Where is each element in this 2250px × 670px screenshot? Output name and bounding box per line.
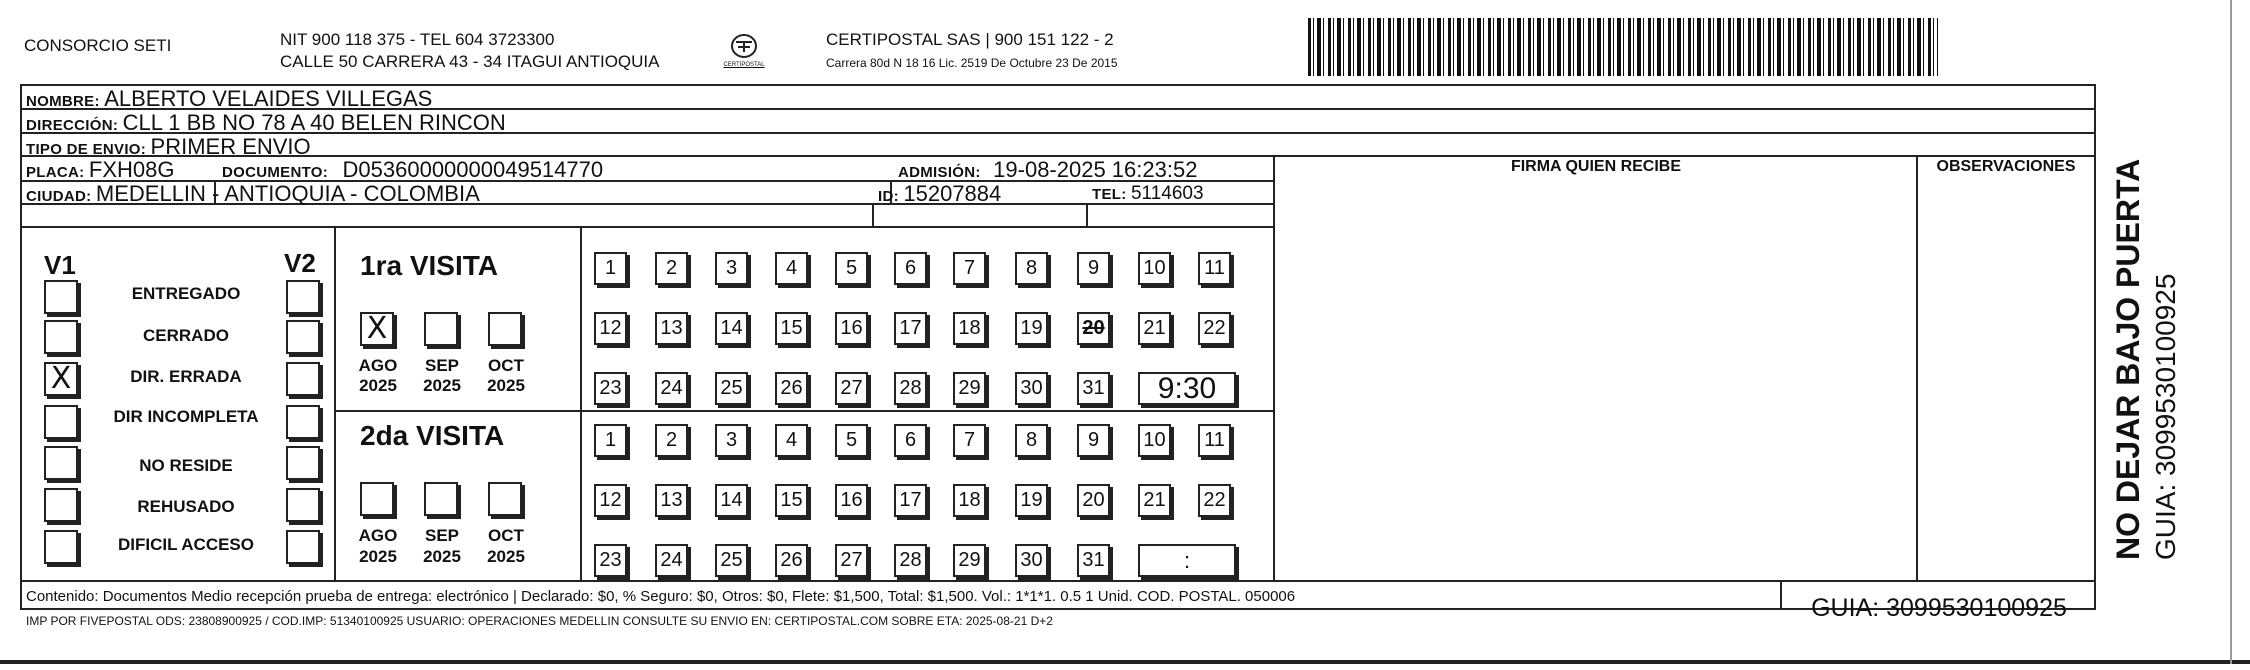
day-box[interactable]: 26 bbox=[775, 544, 808, 577]
day-box[interactable]: 13 bbox=[655, 484, 688, 517]
day-box[interactable]: 16 bbox=[835, 484, 868, 517]
side-text bbox=[2108, 60, 2228, 560]
month-checkbox[interactable] bbox=[360, 482, 394, 516]
company-name: CONSORCIO SETI bbox=[24, 36, 172, 55]
v2-label: V2 bbox=[284, 248, 316, 278]
day-box[interactable]: 11 bbox=[1198, 424, 1231, 457]
id-value: 15207884 bbox=[903, 181, 1002, 206]
month-label: OCT bbox=[488, 356, 524, 375]
day-box[interactable]: 7 bbox=[953, 252, 986, 285]
admision-label: ADMISIÓN: bbox=[898, 164, 981, 181]
documento-value: D05360000000049514770 bbox=[342, 157, 604, 182]
day-box[interactable]: 13 bbox=[655, 312, 688, 345]
time-box[interactable]: : bbox=[1138, 544, 1236, 577]
placa-label: PLACA: bbox=[26, 164, 85, 181]
side-warning: NO DEJAR BAJO PUERTA bbox=[2110, 158, 2146, 560]
status-label: REHUSADO bbox=[137, 497, 235, 516]
day-box[interactable]: 23 bbox=[594, 544, 627, 577]
observaciones-area[interactable] bbox=[1918, 182, 2094, 578]
barcode bbox=[1308, 18, 1938, 76]
day-box[interactable]: 11 bbox=[1198, 252, 1231, 285]
day-box[interactable]: 26 bbox=[775, 372, 808, 405]
v2-checkbox[interactable] bbox=[286, 362, 320, 396]
day-box[interactable]: 6 bbox=[894, 424, 927, 457]
v2-checkbox[interactable] bbox=[286, 446, 320, 480]
day-box[interactable]: 25 bbox=[715, 372, 748, 405]
license-line: Carrera 80d N 18 16 Lic. 2519 De Octubre 23 De 2015 bbox=[826, 56, 1118, 70]
day-box[interactable]: 23 bbox=[594, 372, 627, 405]
day-box[interactable]: 20 bbox=[1077, 484, 1110, 517]
day-box[interactable]: 12 bbox=[594, 312, 627, 345]
year-label: 2025 bbox=[487, 376, 525, 395]
status-label: CERRADO bbox=[143, 326, 229, 345]
v1-label: V1 bbox=[44, 250, 76, 280]
v1-checkbox[interactable] bbox=[44, 320, 78, 354]
footer-guia: GUIA: 3099530100925 bbox=[1811, 594, 2067, 622]
day-box[interactable]: 24 bbox=[655, 544, 688, 577]
day-box[interactable]: 8 bbox=[1015, 252, 1048, 285]
status-label: NO RESIDE bbox=[139, 456, 233, 475]
direccion-value: CLL 1 BB NO 78 A 40 BELEN RINCON bbox=[122, 110, 506, 135]
day-box[interactable]: 25 bbox=[715, 544, 748, 577]
status-label: DIR INCOMPLETA bbox=[113, 407, 259, 426]
day-box[interactable]: 10 bbox=[1138, 252, 1171, 285]
v1-checkbox[interactable] bbox=[44, 488, 78, 522]
day-box[interactable]: 21 bbox=[1138, 484, 1171, 517]
v2-checkbox[interactable] bbox=[286, 405, 320, 439]
direccion-row bbox=[26, 110, 506, 136]
month-label: SEP bbox=[424, 356, 460, 375]
observaciones-header: OBSERVACIONES bbox=[1936, 158, 2076, 175]
first-visit-title: 1ra VISITA bbox=[360, 250, 498, 281]
day-box[interactable]: 14 bbox=[715, 484, 748, 517]
year-label: 2025 bbox=[423, 547, 461, 566]
day-box[interactable]: 28 bbox=[894, 544, 927, 577]
ciudad-row bbox=[26, 181, 480, 207]
day-box[interactable]: 29 bbox=[953, 372, 986, 405]
day-box[interactable]: 6 bbox=[894, 252, 927, 285]
day-box[interactable]: 30 bbox=[1015, 544, 1048, 577]
logo-text: CERTIPOSTAL bbox=[723, 62, 765, 68]
day-box[interactable]: 4 bbox=[775, 252, 808, 285]
year-label: 2025 bbox=[423, 376, 461, 395]
v2-checkbox[interactable] bbox=[286, 488, 320, 522]
day-box[interactable]: 9 bbox=[1077, 252, 1110, 285]
day-box[interactable]: 22 bbox=[1198, 312, 1231, 345]
month-label: AGO bbox=[358, 356, 398, 375]
day-box[interactable]: 3 bbox=[715, 424, 748, 457]
day-box[interactable]: 7 bbox=[953, 424, 986, 457]
v1-checkbox[interactable] bbox=[44, 446, 78, 480]
ciudad-value: MEDELLIN - ANTIOQUIA - COLOMBIA bbox=[95, 181, 480, 206]
certipostal-line: CERTIPOSTAL SAS | 900 151 122 - 2 bbox=[826, 30, 1114, 49]
day-box[interactable]: 10 bbox=[1138, 424, 1171, 457]
ciudad-label: CIUDAD: bbox=[26, 188, 92, 205]
tipo-value: PRIMER ENVIO bbox=[150, 134, 311, 159]
day-box[interactable]: 12 bbox=[594, 484, 627, 517]
day-box[interactable]: 24 bbox=[655, 372, 688, 405]
month-label: AGO bbox=[358, 526, 398, 545]
month-label: OCT bbox=[488, 526, 524, 545]
day-box[interactable]: 27 bbox=[835, 372, 868, 405]
year-label: 2025 bbox=[359, 376, 397, 395]
footer-line2: IMP POR FIVEPOSTAL ODS: 23808900925 / COD.IMP: 51340100925 USUARIO: OPERACIONES MEDELLIN CONSULTE SU ENVIO EN: CERTIPOSTAL.COM SOBRE ETA: 2025-08-21 D+2 bbox=[26, 614, 1053, 628]
day-box[interactable]: 27 bbox=[835, 544, 868, 577]
day-box[interactable]: 17 bbox=[894, 312, 927, 345]
firma-header: FIRMA QUIEN RECIBE bbox=[1510, 158, 1682, 175]
status-label: DIFICIL ACCESO bbox=[117, 535, 254, 554]
nombre-value: ALBERTO VELAIDES VILLEGAS bbox=[104, 86, 433, 111]
tipo-label: TIPO DE ENVIO: bbox=[26, 141, 147, 158]
day-box[interactable]: 5 bbox=[835, 424, 868, 457]
v1-checkbox[interactable] bbox=[44, 280, 78, 314]
footer-line1: Contenido: Documentos Medio recepción prueba de entrega: electrónico | Declarado: $0, % Seguro: $0, Otros: $0, Flete: $1,500, Total: $1,500. Vol.: 1*1*1. 0.5 1 Unid. COD. POSTAL. 050006 bbox=[26, 588, 1296, 605]
day-box[interactable]: 9 bbox=[1077, 424, 1110, 457]
day-box[interactable]: 28 bbox=[894, 372, 927, 405]
second-visit-title: 2da VISITA bbox=[360, 420, 505, 451]
year-label: 2025 bbox=[359, 547, 397, 566]
day-box[interactable]: 31 bbox=[1077, 544, 1110, 577]
day-box[interactable]: 19 bbox=[1015, 312, 1048, 345]
month-checkbox[interactable] bbox=[488, 312, 522, 346]
time-box[interactable]: 9:30 bbox=[1138, 372, 1236, 405]
address-line: CALLE 50 CARRERA 43 - 34 ITAGUI ANTIOQUIA bbox=[280, 52, 660, 71]
day-box[interactable]: 22 bbox=[1198, 484, 1231, 517]
day-box[interactable]: 31 bbox=[1077, 372, 1110, 405]
v1-checkbox[interactable]: X bbox=[44, 362, 78, 396]
day-box[interactable]: 30 bbox=[1015, 372, 1048, 405]
day-box[interactable]: 15 bbox=[775, 312, 808, 345]
certipostal-logo-icon bbox=[716, 32, 772, 76]
id-label: ID: bbox=[878, 188, 899, 205]
day-box[interactable]: 17 bbox=[894, 484, 927, 517]
month-checkbox[interactable] bbox=[488, 482, 522, 516]
side-guia: GUIA: 3099530100925 bbox=[2150, 273, 2181, 560]
day-box[interactable]: 19 bbox=[1015, 484, 1048, 517]
firma-area[interactable] bbox=[1276, 182, 1914, 578]
nit-line: NIT 900 118 375 - TEL 604 3723300 bbox=[280, 30, 555, 49]
month-label: SEP bbox=[424, 526, 460, 545]
day-box[interactable]: 18 bbox=[953, 484, 986, 517]
nombre-label: NOMBRE: bbox=[26, 93, 100, 110]
placa-value: FXH08G bbox=[88, 157, 175, 182]
placa-row bbox=[26, 157, 175, 183]
direccion-label: DIRECCIÓN: bbox=[26, 117, 119, 134]
year-label: 2025 bbox=[487, 547, 525, 566]
tel-value: 5114603 bbox=[1130, 183, 1204, 204]
v2-checkbox[interactable] bbox=[286, 280, 320, 314]
v1-checkbox[interactable] bbox=[44, 530, 78, 564]
v1-checkbox[interactable] bbox=[44, 405, 78, 439]
month-checkbox[interactable] bbox=[424, 482, 458, 516]
day-box[interactable]: 20 bbox=[1077, 312, 1110, 345]
day-box[interactable]: 18 bbox=[953, 312, 986, 345]
v2-checkbox[interactable] bbox=[286, 530, 320, 564]
day-box[interactable]: 3 bbox=[715, 252, 748, 285]
documento-label: DOCUMENTO: bbox=[222, 164, 329, 181]
day-box[interactable]: 1 bbox=[594, 252, 627, 285]
day-box[interactable]: 14 bbox=[715, 312, 748, 345]
tel-label: TEL: bbox=[1092, 186, 1127, 203]
v2-checkbox[interactable] bbox=[286, 320, 320, 354]
id-row bbox=[878, 181, 1001, 207]
day-box[interactable]: 21 bbox=[1138, 312, 1171, 345]
admision-value: 19-08-2025 16:23:52 bbox=[993, 157, 1198, 182]
month-checkbox[interactable] bbox=[424, 312, 458, 346]
day-box[interactable]: 2 bbox=[655, 252, 688, 285]
day-box[interactable]: 8 bbox=[1015, 424, 1048, 457]
day-box[interactable]: 15 bbox=[775, 484, 808, 517]
day-box[interactable]: 5 bbox=[835, 252, 868, 285]
day-box[interactable]: 4 bbox=[775, 424, 808, 457]
documento-row bbox=[222, 157, 603, 183]
admision-row bbox=[898, 157, 1197, 183]
day-box[interactable]: 2 bbox=[655, 424, 688, 457]
month-checkbox[interactable]: X bbox=[360, 312, 394, 346]
day-box[interactable]: 16 bbox=[835, 312, 868, 345]
nombre-row bbox=[26, 86, 432, 112]
day-box[interactable]: 29 bbox=[953, 544, 986, 577]
tel-row bbox=[1092, 183, 1204, 205]
day-box[interactable]: 1 bbox=[594, 424, 627, 457]
status-label: DIR. ERRADA bbox=[130, 367, 242, 386]
status-label: ENTREGADO bbox=[131, 284, 241, 303]
